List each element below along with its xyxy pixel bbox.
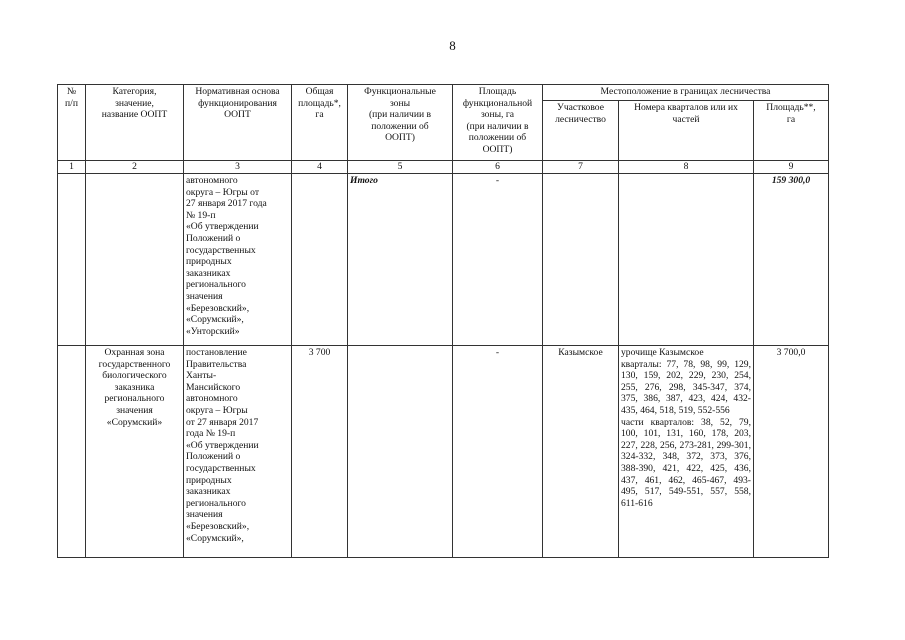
- column-number: 9: [754, 161, 829, 174]
- column-number: 2: [86, 161, 184, 174]
- header-category: Категория, значение, название ООПТ: [86, 85, 184, 161]
- column-number: 7: [543, 161, 619, 174]
- row-forestry: Казымское: [543, 346, 619, 558]
- column-number: 5: [348, 161, 453, 174]
- row-basis: автономного округа – Югры от 27 января 2017 года № 19-п «Об утверждении Положений о государственных природных заказниках регионального значения «Березовский», «Сорумский», «Унторский»: [184, 174, 292, 346]
- column-number: 8: [619, 161, 754, 174]
- row-quarters: урочище Казымское кварталы: 77, 78, 98, 99, 129, 130, 159, 202, 229, 230, 254, 255, 276, 298, 345-347, 374, 375, 386, 387, 423, 424, 432-435, 464, 518, 519, 552-556 части кварталов: 38, 52, 79, 100, 101, 131, 160, 178, 203, 227, 228, 256, 273-281, 299-301, 324-332, 348, 372, 373, 376, 388-390, 421, 422, 425, 436, 437, 461, 462, 465-467, 493- 495, 517, 549-551, 557, 558, 611-616: [619, 346, 754, 558]
- column-number-row: [58, 161, 829, 174]
- row-forestry: [543, 174, 619, 346]
- column-number: 4: [292, 161, 348, 174]
- header-quarters: Номера кварталов или их частей: [619, 101, 754, 161]
- row-zone: Итого: [348, 174, 453, 346]
- header-functional-zones: Функциональные зоны (при наличии в положении об ООПТ): [348, 85, 453, 161]
- header-basis: Нормативная основа функционирования ООПТ: [184, 85, 292, 161]
- row-zone: [348, 346, 453, 558]
- column-number: 3: [184, 161, 292, 174]
- row-total-area: [292, 174, 348, 346]
- table-row: [58, 174, 829, 346]
- row-name: Охранная зона государственного биологического заказника регионального значения «Сорумский»: [86, 346, 184, 558]
- row-number: [58, 174, 86, 346]
- row-basis: постановление Правительства Ханты- Мансийского автономного округа – Югры от 27 января 2017 года № 19-п «Об утверждении Положений о государственных природных заказниках регионального значения «Березовский», «Сорумский»,: [184, 346, 292, 558]
- header-location-group: Местоположение в границах лесничества: [543, 85, 829, 101]
- row-name: [86, 174, 184, 346]
- header-total-area: Общая площадь*, га: [292, 85, 348, 161]
- row-zone-area: -: [453, 174, 543, 346]
- column-number: 6: [453, 161, 543, 174]
- row-location-area: 3 700,0: [754, 346, 829, 558]
- row-number: [58, 346, 86, 558]
- row-zone-area: -: [453, 346, 543, 558]
- header-forestry: Участковое лесничество: [543, 101, 619, 161]
- row-total-area: 3 700: [292, 346, 348, 558]
- table-row: [58, 346, 829, 558]
- column-number: 1: [58, 161, 86, 174]
- header-location-area: Площадь**, га: [754, 101, 829, 161]
- header-number: № п/п: [58, 85, 86, 161]
- header-zone-area: Площадь функциональной зоны, га (при наличии в положении об ООПТ): [453, 85, 543, 161]
- row-location-area: 159 300,0: [754, 174, 829, 346]
- row-quarters: [619, 174, 754, 346]
- zones-table: [57, 84, 829, 558]
- page-number: 8: [449, 38, 456, 53]
